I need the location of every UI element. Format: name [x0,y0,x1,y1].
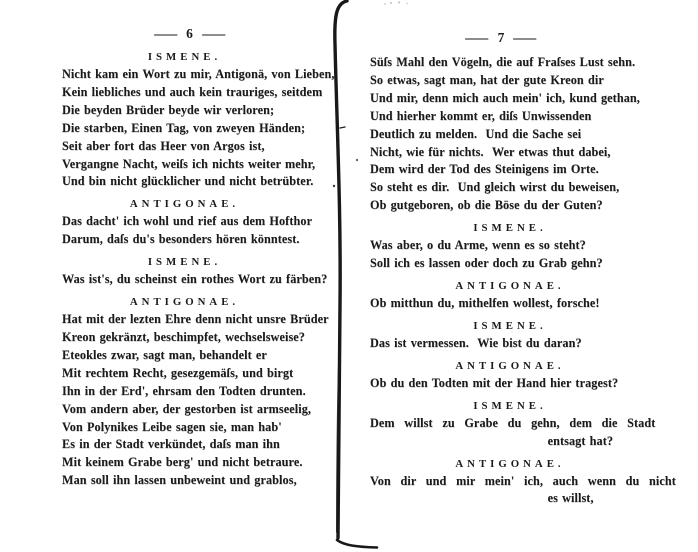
speaker-heading: ANTIGONAE. [129,198,240,211]
speaker-heading: ANTIGONAE. [129,296,240,309]
page-number-header [62,26,317,42]
page-number-header [370,30,632,46]
verse-line: So etwas, sagt man, hat der gute Kreon dir [370,72,604,87]
verse-line: Dem wird der Tod des Steinigens im Orte. [370,162,599,177]
speaker-heading: ANTIGONAE. [455,359,565,372]
verse-line: Deutlich zu melden. Und die Sache sei [370,126,582,141]
verse-line: Vom andern aber, der gestorben ist armseelig, [62,401,312,416]
verse-line: Es in der Stadt verkündet, daſs man ihn [62,437,280,452]
verse-line: Das dacht' ich wohl und rief aus dem Hofthor [62,214,313,229]
verse-line: Nicht, wie für nichts. Wer etwas thut dabei, [370,144,611,159]
speaker-heading: ISMENE. [147,51,222,63]
verse-line: es willst, [547,491,594,506]
verse-line: Ihn in der Erd', ehrsam den Todten drunten. [62,383,306,398]
verse-line: Mit rechtem Recht, gesezgemäſs, und birgt [62,365,294,380]
verse-line: Mit keinem Grabe berg' und nicht betraure. [62,455,303,470]
verse-line: Nicht kam ein Wort zu mir, Antigonä, von Lieben, [62,67,335,81]
verse-line: entsagt hat? [547,433,614,448]
speaker-heading: ANTIGONAE. [455,457,565,470]
speaker-heading: ISMENE. [473,319,547,332]
page-number: 6 [186,26,193,41]
page-number: 7 [497,30,505,45]
page-body [370,54,690,508]
header-dash: — [202,26,226,41]
verse-line: Von Polynikes Leibe sagen sie, man hab' [62,419,282,434]
verse-line: So steht es dir. Und gleich wirst du beweisen, [370,180,620,195]
verse-line: Seit aber fort das Heer von Argos ist, [62,138,265,153]
page-right [370,30,690,508]
verse-line: Kein liebliches und auch kein trauriges, seitdem [62,84,323,99]
header-dash: — [465,30,489,45]
verse-line: Ob mitthun du, mithelfen wollest, forsche! [370,295,600,310]
header-dash: — [513,30,537,45]
verse-line: Und mir, denn mich auch mein' ich, kund gethan, [370,90,640,105]
verse-line: Ob du den Todten mit der Hand hier tragest? [370,375,619,390]
page-body [62,50,347,490]
speaker-heading: ISMENE. [473,222,547,235]
speaker-heading: ANTIGONAE. [455,279,565,292]
verse-line: Kreon gekränzt, beschimpfet, wechselsweise? [62,329,305,344]
speaker-heading: ISMENE. [473,399,547,412]
verse-line: Was aber, o du Arme, wenn es so steht? [370,238,586,253]
page-left [62,26,347,490]
verse-line: Man soll ihn lassen unbeweint und grablos, [62,473,297,488]
verse-line: Eteokles zwar, sagt man, behandelt er [62,347,267,362]
verse-line: Das ist vermessen. Wie bist du daran? [370,335,582,350]
verse-line: Und bin nicht glücklicher und nicht betrübter. [62,174,314,189]
verse-line: Was ist's, du scheinst ein rothes Wort zu färben? [62,272,328,287]
verse-line: Die starben, Einen Tag, von zweyen Händen; [62,120,306,135]
verse-line: Die beyden Brüder beyde wir verloren; [62,102,275,117]
header-dash: — [153,26,177,41]
verse-line: Vergangne Nacht, weiſs ich nichts weiter mehr, [62,156,316,171]
verse-line: Ob gutgeboren, ob die Böse du der Guten? [370,198,603,213]
verse-line: Und hierher kommt er, diſs Unwissenden [370,108,592,123]
verse-line: Süſs Mahl den Vögeln, die auf Fraſses Lust sehn. [370,55,636,69]
verse-line: Hat mit der lezten Ehre denn nicht unsre Brüder [62,312,329,327]
verse-line: Soll ich es lassen oder doch zu Grab gehn? [370,256,603,271]
speaker-heading: ISMENE. [147,256,222,269]
verse-line: Von dir und mir mein' ich, auch wenn du nicht [370,473,676,488]
verse-line: Dem willst zu Grabe du gehn, dem die Stadt [370,415,656,430]
verse-line: Darum, daſs du's besonders hören könntest. [62,232,300,247]
